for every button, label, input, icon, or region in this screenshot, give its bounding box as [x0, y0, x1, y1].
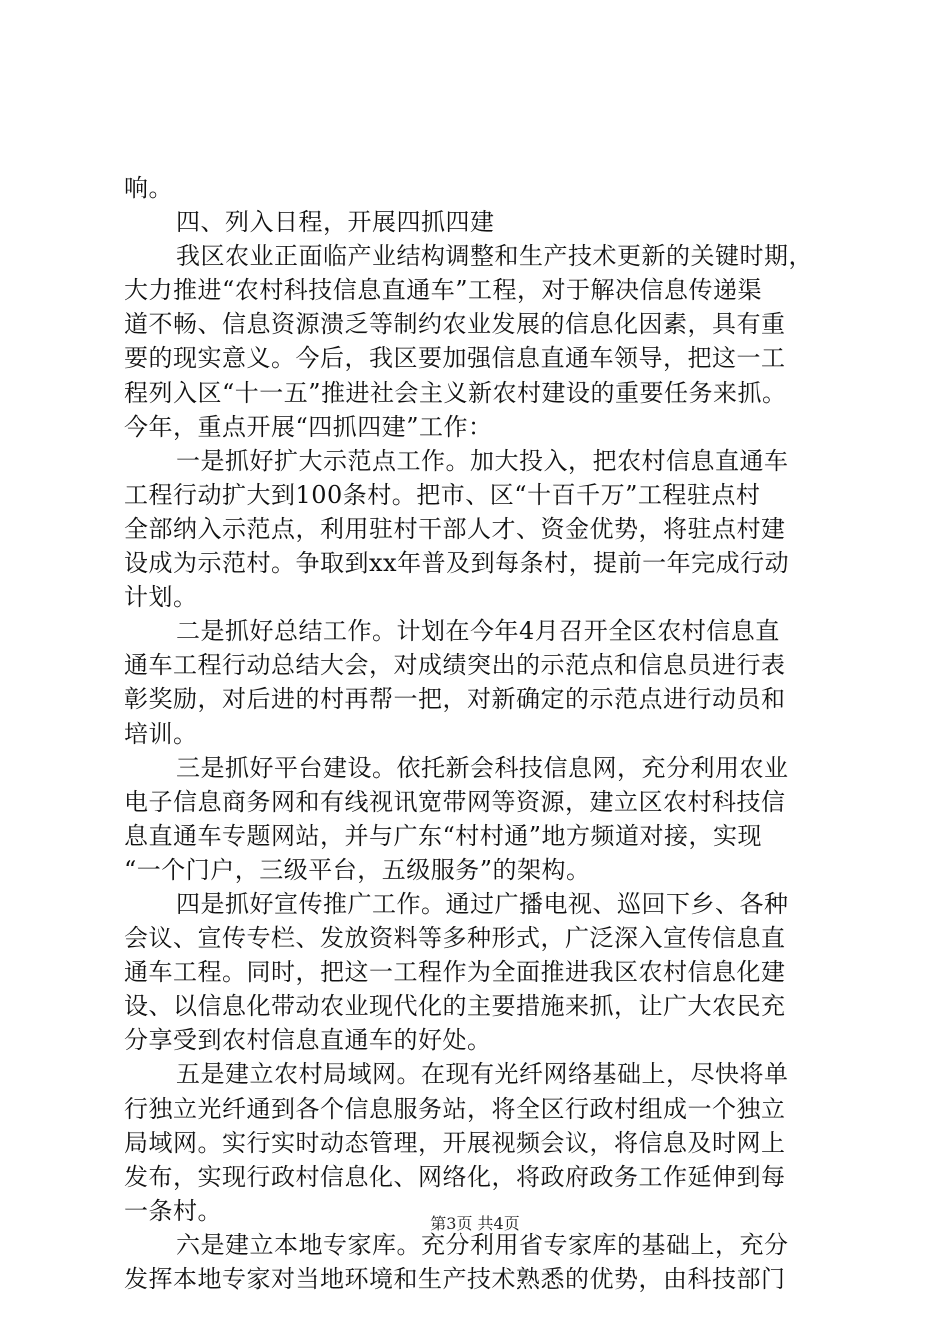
text-line: 息直通车专题网站，并与广东“村村通”地方频道对接，实现: [124, 821, 763, 850]
text-line: 行独立光纤通到各个信息服务站，将全区行政村组成一个独立: [124, 1094, 786, 1123]
text-line: 我区农业正面临产业结构调整和生产技术更新的关键时期，: [176, 242, 813, 271]
text-line: 通车工程。同时，把这一工程作为全面推进我区农村信息化建: [124, 958, 786, 987]
text-line: 一是抓好扩大示范点工作。加大投入，把农村信息直通车: [176, 446, 789, 475]
text-line: 发挥本地专家对当地环境和生产技术熟悉的优势，由科技部门: [124, 1265, 786, 1293]
text-line: 响。: [124, 174, 173, 202]
text-line: 培训。: [124, 719, 198, 748]
text-line: 程列入区“十一五”推进社会主义新农村建设的重要任务来抓。: [124, 378, 787, 407]
text-line: 二是抓好总结工作。计划在今年4月召开全区农村信息直: [176, 617, 780, 646]
text-line: 计划。: [124, 583, 198, 612]
text-line: “一个门户，三级平台，五级服务”的架构。: [124, 855, 591, 884]
section-heading: 四、列入日程，开展四抓四建: [176, 208, 495, 237]
text-line: 五是建立农村局域网。在现有光纤网络基础上，尽快将单: [176, 1060, 789, 1089]
text-line: 四是抓好宣传推广工作。通过广播电视、巡回下乡、各种: [176, 889, 789, 918]
text-line: 彰奖励，对后进的村再帮一把，对新确定的示范点进行动员和: [124, 685, 786, 714]
text-line: 局域网。实行实时动态管理，开展视频会议，将信息及时网上: [124, 1128, 786, 1157]
text-line: 通车工程行动总结大会，对成绩突出的示范点和信息员进行表: [124, 651, 786, 680]
document-body: [124, 171, 832, 1296]
text-line: 要的现实意义。今后，我区要加强信息直通车领导，把这一工: [124, 344, 786, 373]
page-number-footer: 第3页 共4页: [430, 1214, 520, 1233]
text-line: 三是抓好平台建设。依托新会科技信息网，充分利用农业: [176, 753, 789, 782]
text-line: 分享受到农村信息直通车的好处。: [124, 1026, 492, 1055]
text-line: 一条村。: [124, 1196, 222, 1225]
text-line: 工程行动扩大到100条村。把市、区“十百千万”工程驻点村: [124, 480, 761, 509]
text-line: 全部纳入示范点，利用驻村干部人才、资金优势，将驻点村建: [124, 514, 786, 543]
text-line: 今年，重点开展“四抓四建”工作：: [124, 412, 493, 441]
text-line: 发布，实现行政村信息化、网络化，将政府政务工作延伸到每: [124, 1162, 786, 1191]
text-line: 大力推进“农村科技信息直通车”工程，对于解决信息传递渠: [124, 276, 763, 305]
text-line: 设、以信息化带动农业现代化的主要措施来抓，让广大农民充: [124, 992, 786, 1021]
text-line: 会议、宣传专栏、发放资料等多种形式，广泛深入宣传信息直: [124, 924, 786, 953]
text-line: 六是建立本地专家库。充分利用省专家库的基础上，充分: [176, 1230, 789, 1259]
text-line: 道不畅、信息资源溃乏等制约农业发展的信息化因素，具有重: [124, 310, 786, 339]
text-line: 设成为示范村。争取到xx年普及到每条村，提前一年完成行动: [124, 549, 790, 578]
text-line: 电子信息商务网和有线视讯宽带网等资源，建立区农村科技信: [124, 787, 786, 816]
